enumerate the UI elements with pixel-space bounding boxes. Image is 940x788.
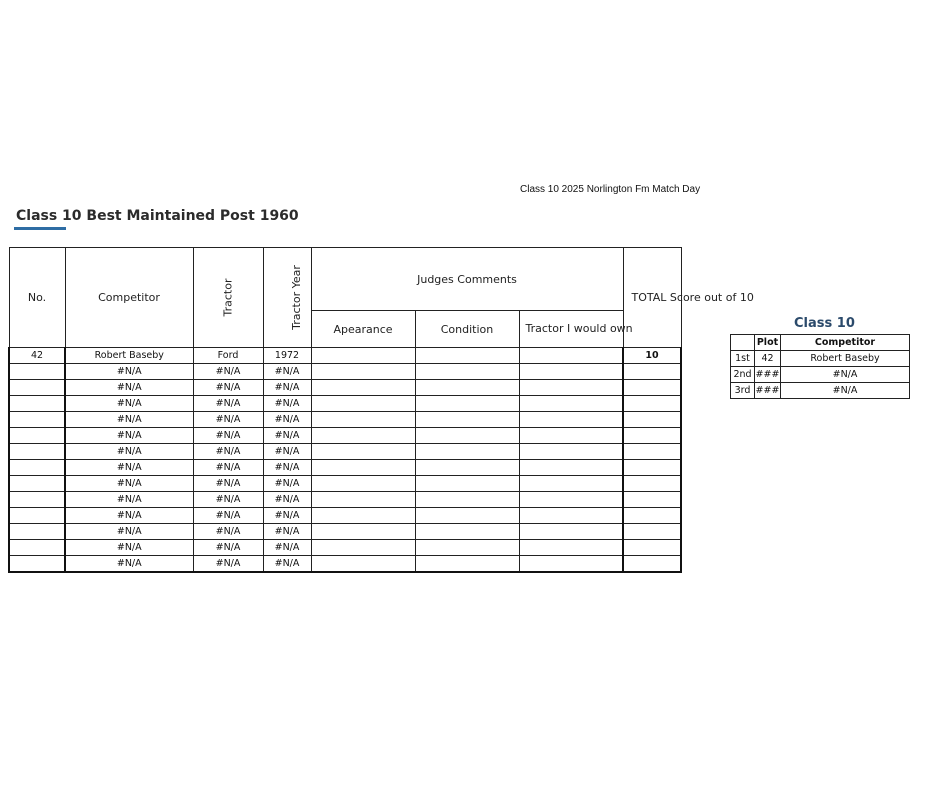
cell-appearance [311,460,415,476]
table-row [9,428,681,444]
cell-condition [415,524,519,540]
scoring-table-body [9,348,681,573]
cell-no [9,508,65,524]
cell-competitor: #N/A [65,556,193,573]
results-table-body [731,351,910,399]
sheet-title: Class 10 Best Maintained Post 1960 [16,208,299,224]
header-total: TOTAL Score out of 10 [623,248,681,348]
cell-competitor: #N/A [65,540,193,556]
cell-total [623,540,681,556]
cell-total [623,396,681,412]
cell-year: #N/A [263,444,311,460]
cell-no [9,412,65,428]
cell-no [9,492,65,508]
table-row [9,412,681,428]
cell-total [623,380,681,396]
cell-own [519,556,623,573]
cell-tractor: #N/A [193,460,263,476]
cell-year: #N/A [263,428,311,444]
cell-tractor: #N/A [193,444,263,460]
header-judges-comments: Judges Comments [311,248,623,311]
cell-own [519,412,623,428]
cell-appearance [311,348,415,364]
cell-appearance [311,524,415,540]
header-own: Tractor I would own [519,311,623,348]
cell-own [519,540,623,556]
cell-tractor: #N/A [193,380,263,396]
results-cell-place: 3rd [731,383,755,399]
cell-appearance [311,412,415,428]
cell-year: #N/A [263,492,311,508]
cell-appearance [311,444,415,460]
cell-total [623,444,681,460]
cell-year: #N/A [263,508,311,524]
cell-competitor: #N/A [65,412,193,428]
cell-year: #N/A [263,476,311,492]
header-no: No. [9,248,65,348]
cell-no [9,524,65,540]
cell-total: 10 [623,348,681,364]
cell-tractor: #N/A [193,412,263,428]
cell-own [519,444,623,460]
header-tractor-year-label: Tractor Year [289,265,303,330]
table-row [9,492,681,508]
results-cell-competitor: #N/A [781,367,910,383]
cell-tractor: #N/A [193,428,263,444]
cell-competitor: #N/A [65,492,193,508]
cell-no [9,428,65,444]
table-row [9,508,681,524]
cell-total [623,428,681,444]
cell-competitor: #N/A [65,396,193,412]
cell-total [623,556,681,573]
cell-total [623,492,681,508]
cell-competitor: #N/A [65,444,193,460]
cell-competitor: #N/A [65,508,193,524]
cell-own [519,396,623,412]
cell-tractor: #N/A [193,492,263,508]
results-cell-place: 2nd [731,367,755,383]
cell-own [519,508,623,524]
sheet-title-underline [14,227,66,230]
header-condition: Condition [415,311,519,348]
table-row [9,396,681,412]
header-tractor-year [263,248,311,348]
cell-appearance [311,540,415,556]
cell-condition [415,348,519,364]
table-row [9,444,681,460]
results-row [731,383,910,399]
cell-year: #N/A [263,460,311,476]
cell-no: 42 [9,348,65,364]
table-row [9,476,681,492]
cell-year: #N/A [263,412,311,428]
cell-no [9,460,65,476]
cell-year: #N/A [263,364,311,380]
cell-condition [415,460,519,476]
cell-condition [415,540,519,556]
cell-condition [415,492,519,508]
table-row [9,460,681,476]
results-cell-plot: 42 [755,351,781,367]
cell-total [623,476,681,492]
cell-condition [415,556,519,573]
cell-own [519,428,623,444]
results-header-plot: Plot [755,335,781,351]
cell-tractor: Ford [193,348,263,364]
cell-own [519,492,623,508]
cell-no [9,556,65,573]
cell-competitor: #N/A [65,476,193,492]
cell-condition [415,396,519,412]
table-row [9,380,681,396]
table-row [9,540,681,556]
cell-appearance [311,428,415,444]
header-appearance: Apearance [311,311,415,348]
cell-competitor: #N/A [65,524,193,540]
cell-year: #N/A [263,380,311,396]
cell-own [519,476,623,492]
cell-own [519,348,623,364]
cell-year: 1972 [263,348,311,364]
cell-year: #N/A [263,540,311,556]
header-tractor [193,248,263,348]
cell-year: #N/A [263,396,311,412]
cell-own [519,460,623,476]
cell-own [519,524,623,540]
cell-competitor: #N/A [65,380,193,396]
cell-no [9,396,65,412]
results-row [731,367,910,383]
cell-appearance [311,556,415,573]
top-header: Class 10 2025 Norlington Fm Match Day [520,184,701,195]
cell-appearance [311,508,415,524]
header-competitor: Competitor [65,248,193,348]
results-cell-competitor: #N/A [781,383,910,399]
cell-own [519,364,623,380]
cell-condition [415,412,519,428]
cell-total [623,412,681,428]
results-cell-plot: ### [755,367,781,383]
cell-total [623,508,681,524]
results-header-competitor: Competitor [781,335,910,351]
cell-own [519,380,623,396]
cell-condition [415,380,519,396]
cell-appearance [311,492,415,508]
cell-tractor: #N/A [193,524,263,540]
cell-appearance [311,476,415,492]
cell-total [623,524,681,540]
results-header-place [731,335,755,351]
cell-tractor: #N/A [193,508,263,524]
cell-tractor: #N/A [193,364,263,380]
results-row [731,351,910,367]
cell-condition [415,476,519,492]
cell-tractor: #N/A [193,396,263,412]
results-cell-place: 1st [731,351,755,367]
cell-year: #N/A [263,556,311,573]
table-row [9,364,681,380]
cell-year: #N/A [263,524,311,540]
cell-competitor: #N/A [65,428,193,444]
results-cell-competitor: Robert Baseby [781,351,910,367]
cell-competitor: #N/A [65,460,193,476]
cell-no [9,540,65,556]
results-cell-plot: ### [755,383,781,399]
cell-competitor: #N/A [65,364,193,380]
cell-no [9,444,65,460]
cell-total [623,364,681,380]
cell-appearance [311,364,415,380]
cell-no [9,476,65,492]
table-row [9,348,681,364]
cell-competitor: Robert Baseby [65,348,193,364]
cell-tractor: #N/A [193,556,263,573]
results-table [730,334,910,399]
results-title: Class 10 [794,316,855,331]
cell-appearance [311,396,415,412]
cell-no [9,364,65,380]
table-row [9,524,681,540]
cell-tractor: #N/A [193,476,263,492]
cell-condition [415,444,519,460]
cell-condition [415,364,519,380]
cell-tractor: #N/A [193,540,263,556]
header-tractor-label: Tractor [221,278,235,317]
cell-appearance [311,380,415,396]
cell-no [9,380,65,396]
table-row [9,556,681,573]
cell-total [623,460,681,476]
cell-condition [415,508,519,524]
cell-condition [415,428,519,444]
